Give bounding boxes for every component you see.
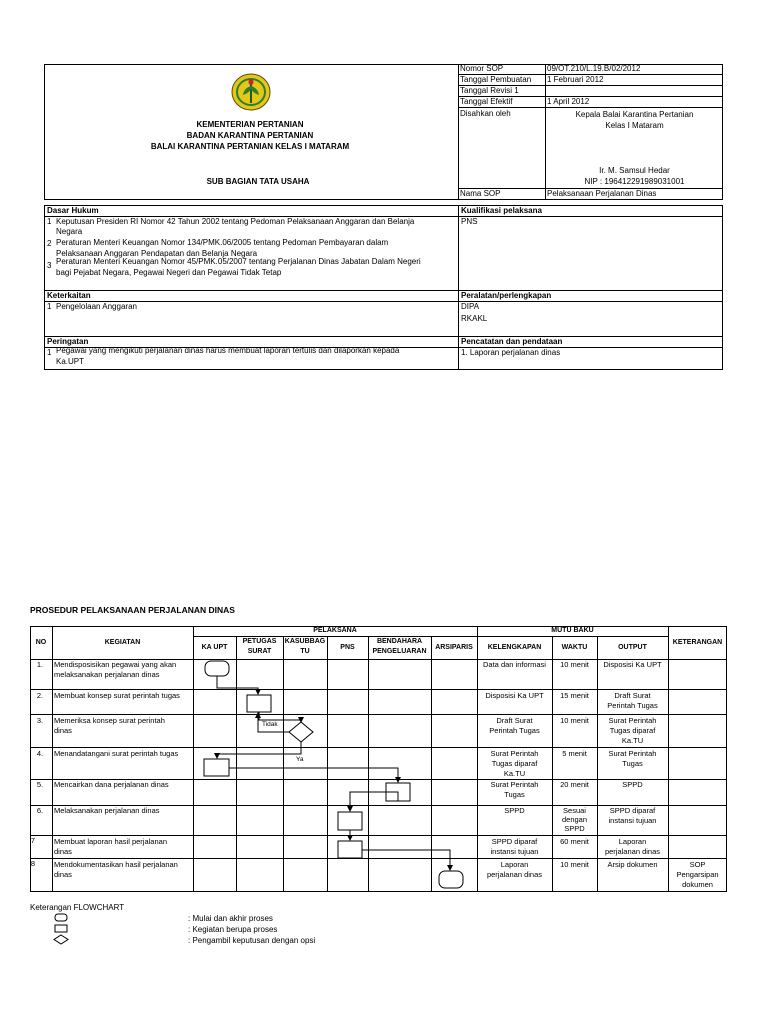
row-kegiatan-l2: dinas <box>54 847 72 856</box>
legend-process-icon <box>55 925 67 932</box>
row-output-l1: Surat Perintah <box>608 716 657 725</box>
row-output: Disposisi Ka UPT <box>603 660 662 669</box>
row-no: 2. <box>36 691 44 700</box>
row-waktu-l1: Sesuai <box>563 806 586 815</box>
col-petugas-line1: PETUGAS <box>242 638 277 645</box>
kualifikasi-value: PNS <box>461 217 478 226</box>
legend-item-3: : Pengambil keputusan dengan opsi <box>188 936 316 945</box>
row-waktu: 5 menit <box>562 749 587 758</box>
official-nip: NIP : 196412291989031001 <box>584 177 685 186</box>
row-kelengkapan-l1: Surat Perintah <box>490 749 539 758</box>
row-no: 6. <box>36 806 44 815</box>
peringatan-no: 1 <box>47 348 52 357</box>
row-no: 1. <box>36 660 44 669</box>
row-output-l1: Draft Surat <box>614 691 651 700</box>
tgl-pembuatan-label: Tanggal Pembuatan <box>460 75 532 84</box>
peringatan-title: Peringatan <box>47 337 89 346</box>
row-no: 8 <box>30 859 36 868</box>
flow-label-tidak: Tidak <box>262 721 278 728</box>
row-kegiatan-l1: Mendisposisikan pegawai yang akan <box>54 660 177 669</box>
dasar-hukum-3-line1: Peraturan Menteri Keuangan Nomor 45/PMK.05/2007 tentang Perjalanan Dinas Jabatan Dalam Negeri <box>56 257 421 266</box>
flow-end-terminator <box>439 871 463 888</box>
row-waktu: 20 menit <box>560 780 589 789</box>
col-mutu-baku: MUTU BAKU <box>551 627 594 634</box>
row-keterangan-l3: dokumen <box>682 880 713 889</box>
row-kelengkapan-l2: Tugas <box>504 790 525 799</box>
row-kegiatan-l1: Menandatangani surat perintah tugas <box>54 749 179 758</box>
row-output: SPPD <box>622 780 643 789</box>
flow-process-2 <box>247 695 271 712</box>
org-line-3: BALAI KARANTINA PERTANIAN KELAS I MATARAM <box>150 142 350 151</box>
legend-decision-icon <box>54 935 68 944</box>
row-output-l1: Laporan <box>618 837 647 846</box>
row-output-l1: Surat Perintah <box>608 749 657 758</box>
row-waktu: 15 menit <box>560 691 589 700</box>
flow-label-ya: Ya <box>296 756 304 763</box>
peringatan-line1: Pegawai yang mengikuti perjalanan dinas harus membuat laporan tertulis dan dilaporkan kepada <box>56 346 400 355</box>
row-waktu: 10 menit <box>560 716 589 725</box>
row-kelengkapan-l1: SPPD diparaf <box>491 837 538 846</box>
col-output: OUTPUT <box>618 644 647 651</box>
dasar-hukum-no-2: 2 <box>47 239 52 248</box>
legend-item-1: : Mulai dan akhir proses <box>188 914 273 923</box>
disahkan-title-1: Kepala Balai Karantina Pertanian <box>575 110 694 119</box>
col-no: NO <box>35 639 47 646</box>
row-kegiatan-l2: dinas <box>54 726 72 735</box>
col-kasubbag-line1: KASUBBAG <box>284 638 326 645</box>
row-kegiatan-l1: Membuat konsep surat perintah tugas <box>54 691 180 700</box>
row-no: 3. <box>36 716 44 725</box>
row-kelengkapan: Disposisi Ka UPT <box>485 691 544 700</box>
col-petugas-line2: SURAT <box>247 648 272 655</box>
row-output-l1: SPPD diparaf <box>609 806 656 815</box>
tgl-revisi-label: Tanggal Revisi 1 <box>460 86 519 95</box>
flow-process-7 <box>338 841 362 858</box>
col-kegiatan: KEGIATAN <box>104 639 141 646</box>
col-waktu: WAKTU <box>561 644 588 651</box>
col-bendahara-line2: PENGELUARAN <box>372 648 427 655</box>
row-kelengkapan-l2: instansi tujuan <box>490 847 539 856</box>
nomor-sop-value: 09/OT.210/L.19.B/02/2012 <box>547 64 641 73</box>
dasar-hukum-no-1: 1 <box>47 217 52 226</box>
row-kelengkapan-l1: Laporan <box>500 860 529 869</box>
row-kelengkapan: Data dan informasi <box>483 660 546 669</box>
row-output-l2: instansi tujuan <box>608 816 657 825</box>
row-kelengkapan-l2: perjalanan dinas <box>486 870 543 879</box>
row-kegiatan-l1: Mencairkan dana perjalanan dinas <box>54 780 169 789</box>
row-waktu-l2: dengan <box>561 815 588 824</box>
row-no: 4. <box>36 749 44 758</box>
pencatatan-item: 1. Laporan perjalanan dinas <box>461 348 561 357</box>
row-keterangan-l1: SOP <box>689 860 706 869</box>
tgl-efektif-label: Tanggal Efektif <box>460 97 513 106</box>
col-kelengkapan: KELENGKAPAN <box>487 644 542 651</box>
row-kelengkapan-l1: Surat Perintah <box>490 780 539 789</box>
peralatan-item-1: DIPA <box>461 302 480 311</box>
row-waktu-l3: SPPD <box>564 824 585 833</box>
tgl-pembuatan-value: 1 Februari 2012 <box>547 75 604 84</box>
row-kelengkapan-l2: Tugas diparaf <box>491 759 538 768</box>
row-output: Arsip dokumen <box>607 860 658 869</box>
row-output-l2: Tugas <box>622 759 643 768</box>
flow-process-4 <box>204 759 229 776</box>
keterkaitan-title: Keterkaitan <box>47 291 91 300</box>
disahkan-label: Disahkan oleh <box>460 109 511 118</box>
col-pns: PNS <box>340 644 355 651</box>
official-name: Ir. M. Samsul Hedar <box>599 166 670 175</box>
row-output-l2: Tugas diparaf <box>609 726 656 735</box>
flow-start-terminator <box>205 661 229 676</box>
peralatan-item-2: RKAKL <box>461 314 488 323</box>
row-kegiatan-l2: melaksanakan perjalanan dinas <box>54 670 160 679</box>
row-kegiatan-l1: Memeriksa konsep surat perintah <box>54 716 165 725</box>
legend-title: Keterangan FLOWCHART <box>30 903 125 912</box>
procedure-title: PROSEDUR PELAKSANAAN PERJALANAN DINAS <box>30 605 235 615</box>
pencatatan-title: Pencatatan dan pendataan <box>461 337 563 346</box>
disahkan-title-2: Kelas I Mataram <box>605 121 664 130</box>
row-keterangan-l2: Pengarsipan <box>676 870 719 879</box>
row-waktu: 10 menit <box>560 660 589 669</box>
row-no: 7 <box>30 836 36 845</box>
org-line-1: KEMENTERIAN PERTANIAN <box>196 120 304 129</box>
dasar-hukum-1-line2: Negara <box>56 227 83 236</box>
col-kasubbag-line2: TU <box>300 648 310 655</box>
nama-sop-label: Nama SOP <box>460 189 501 198</box>
sub-unit-title: SUB BAGIAN TATA USAHA <box>206 177 310 186</box>
row-waktu: 60 menit <box>560 837 589 846</box>
row-output-l2: perjalanan dinas <box>604 847 661 856</box>
tgl-efektif-value: 1 April 2012 <box>547 97 590 106</box>
row-kelengkapan-l3: Ka.TU <box>503 769 526 778</box>
row-output-l3: Ka.TU <box>621 736 644 745</box>
col-arsiparis: ARSIPARIS <box>435 644 473 651</box>
row-no: 5. <box>36 780 44 789</box>
legend-shapes <box>50 913 74 947</box>
row-kegiatan-l2: dinas <box>54 870 72 879</box>
keterkaitan-item: Pengelolaan Anggaran <box>56 302 137 311</box>
peralatan-title: Peralatan/perlengkapan <box>461 291 552 300</box>
dasar-hukum-2-line2: Pelaksanaan Anggaran Pendapatan dan Belanja Negara <box>56 249 258 258</box>
col-bendahara-line1: BENDAHARA <box>376 638 423 645</box>
row-output-l2: Perintah Tugas <box>607 701 658 710</box>
flow-decision-3 <box>289 722 313 742</box>
row-kegiatan-l1: Melaksanakan perjalanan dinas <box>54 806 160 815</box>
legend-terminator-icon <box>55 914 67 921</box>
dasar-hukum-title: Dasar Hukum <box>47 206 99 215</box>
row-kelengkapan-l2: Perintah Tugas <box>489 726 540 735</box>
nama-sop-value: Pelaksanaan Perjalanan Dinas <box>547 189 657 198</box>
dasar-hukum-2-line1: Peraturan Menteri Keuangan Nomor 134/PMK.06/2005 tentang Pedoman Pembayaran dalam <box>56 238 389 247</box>
peringatan-line2: Ka.UPT <box>56 357 85 366</box>
row-kelengkapan: SPPD <box>504 806 525 815</box>
dasar-hukum-3-line2: bagi Pejabat Negara, Pegawai Negeri dan Pegawai Tidak Tetap <box>56 268 282 277</box>
col-ka-upt: KA UPT <box>201 644 228 651</box>
flow-process-6 <box>338 812 362 830</box>
legend-item-2: : Kegiatan berupa proses <box>188 925 278 934</box>
row-kegiatan-l1: Membuat laporan hasil perjalanan <box>54 837 167 846</box>
nomor-sop-label: Nomor SOP <box>460 64 504 73</box>
row-kegiatan-l1: Mendokumentasikan hasil perjalanan <box>54 860 178 869</box>
row-waktu: 10 menit <box>560 860 589 869</box>
org-line-2: BADAN KARANTINA PERTANIAN <box>186 131 314 140</box>
row-kelengkapan-l1: Draft Surat <box>496 716 533 725</box>
dasar-hukum-no-3: 3 <box>47 261 52 270</box>
dasar-hukum-1-line1: Keputusan Presiden RI Nomor 42 Tahun 2002 tentang Pedoman Pelaksanaan Anggaran dan Belanja <box>56 217 415 226</box>
keterkaitan-no: 1 <box>47 302 52 311</box>
col-pelaksana: PELAKSANA <box>313 627 357 634</box>
kualifikasi-title: Kualifikasi pelaksana <box>461 206 542 215</box>
col-keterangan: KETERANGAN <box>672 639 723 646</box>
